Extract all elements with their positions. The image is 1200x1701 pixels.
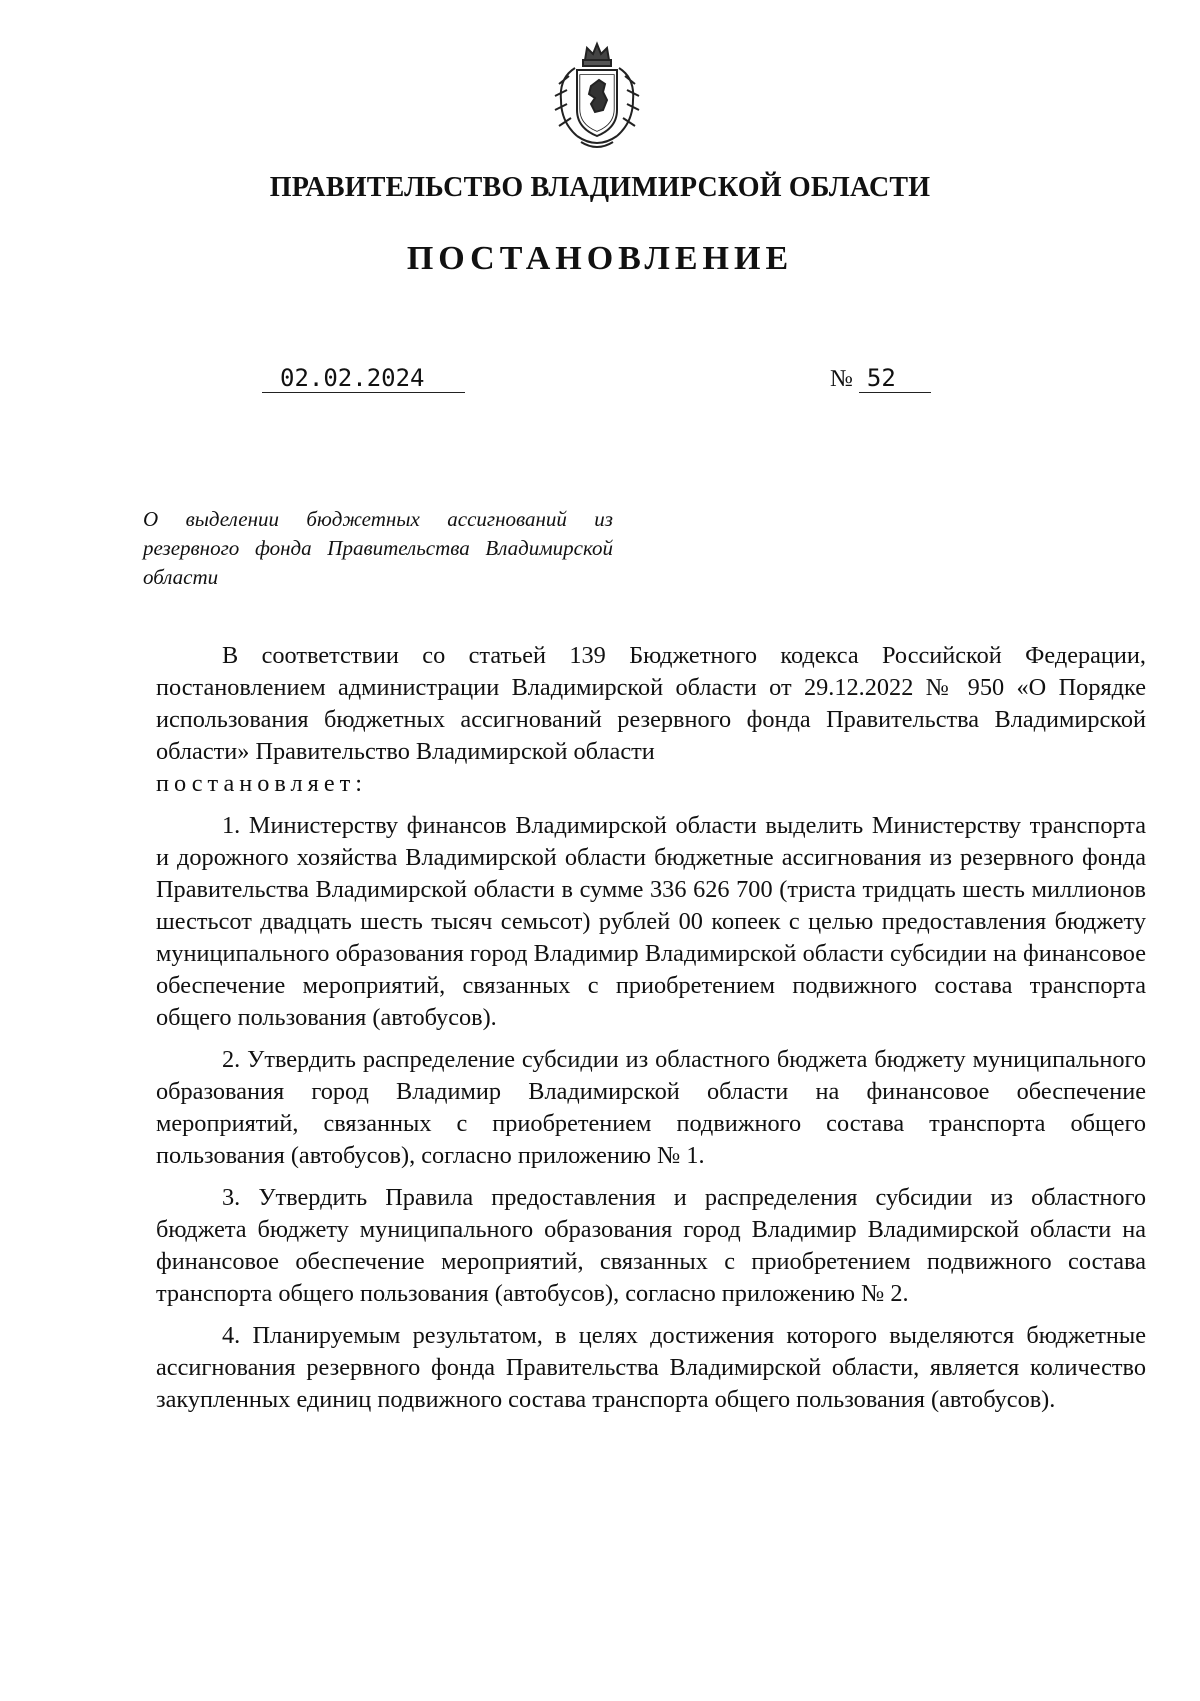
organization-title: ПРАВИТЕЛЬСТВО ВЛАДИМИРСКОЙ ОБЛАСТИ — [269, 172, 931, 203]
item-4: 4. Планируемым результатом, в целях достижения которого выделяются бюджетные ассигнования резервного фонда Правительства Владимирской области, является количество закупленных единиц подвижного состава транспорта общего пользования (автобусов). — [156, 1322, 1146, 1413]
document-date: 02.02.2024 — [262, 364, 465, 393]
coat-of-arms-icon — [547, 38, 647, 156]
number-label: № — [830, 366, 853, 392]
item-2: 2. Утвердить распределение субсидии из областного бюджета бюджету муниципального образования город Владимир Владимирской области на финансовое обеспечение мероприятий, связанных с приобретением подвижного состава транспорта общего пользования (автобусов), согласно приложению № 1. — [156, 1046, 1146, 1169]
preamble — [156, 640, 1146, 800]
document-body — [156, 640, 1146, 1426]
document-number — [830, 364, 931, 393]
document-subject: О выделении бюджетных ассигнований из резервного фонда Правительства Владимирской области — [143, 507, 613, 589]
item-1: 1. Министерству финансов Владимирской области выделить Министерству транспорта и дорожного хозяйства Владимирской области бюджетные ассигнования из резервного фонда Правительства Владимирской области в сумме 336 626 700 (триста тридцать шесть миллионов шестьсот двадцать шесть тысяч семьсот) рублей 00 копеек с целью предоставления бюджету муниципального образования город Владимир Владимирской области субсидии на финансовое обеспечение мероприятий, связанных с приобретением подвижного состава транспорта общего пользования (автобусов). — [156, 812, 1146, 1031]
resolves-word: постановляет: — [156, 770, 367, 797]
document-type-title: ПОСТАНОВЛЕНИЕ — [406, 240, 794, 277]
preamble-text: В соответствии со статьей 139 Бюджетного кодекса Российской Федерации, постановлением администрации Владимирской области от 29.12.2022 № 950 «О Порядке использования бюджетных ассигнований резервного фонда Правительства Владимирской области» Правительство Владимирской области — [156, 642, 1146, 765]
item-3: 3. Утвердить Правила предоставления и распределения субсидии из областного бюджета бюджету муниципального образования город Владимир Владимирской области на финансовое обеспечение мероприятий, связанных с приобретением подвижного состава транспорта общего пользования (автобусов), согласно приложению № 2. — [156, 1184, 1146, 1307]
number-value: 52 — [859, 364, 931, 393]
